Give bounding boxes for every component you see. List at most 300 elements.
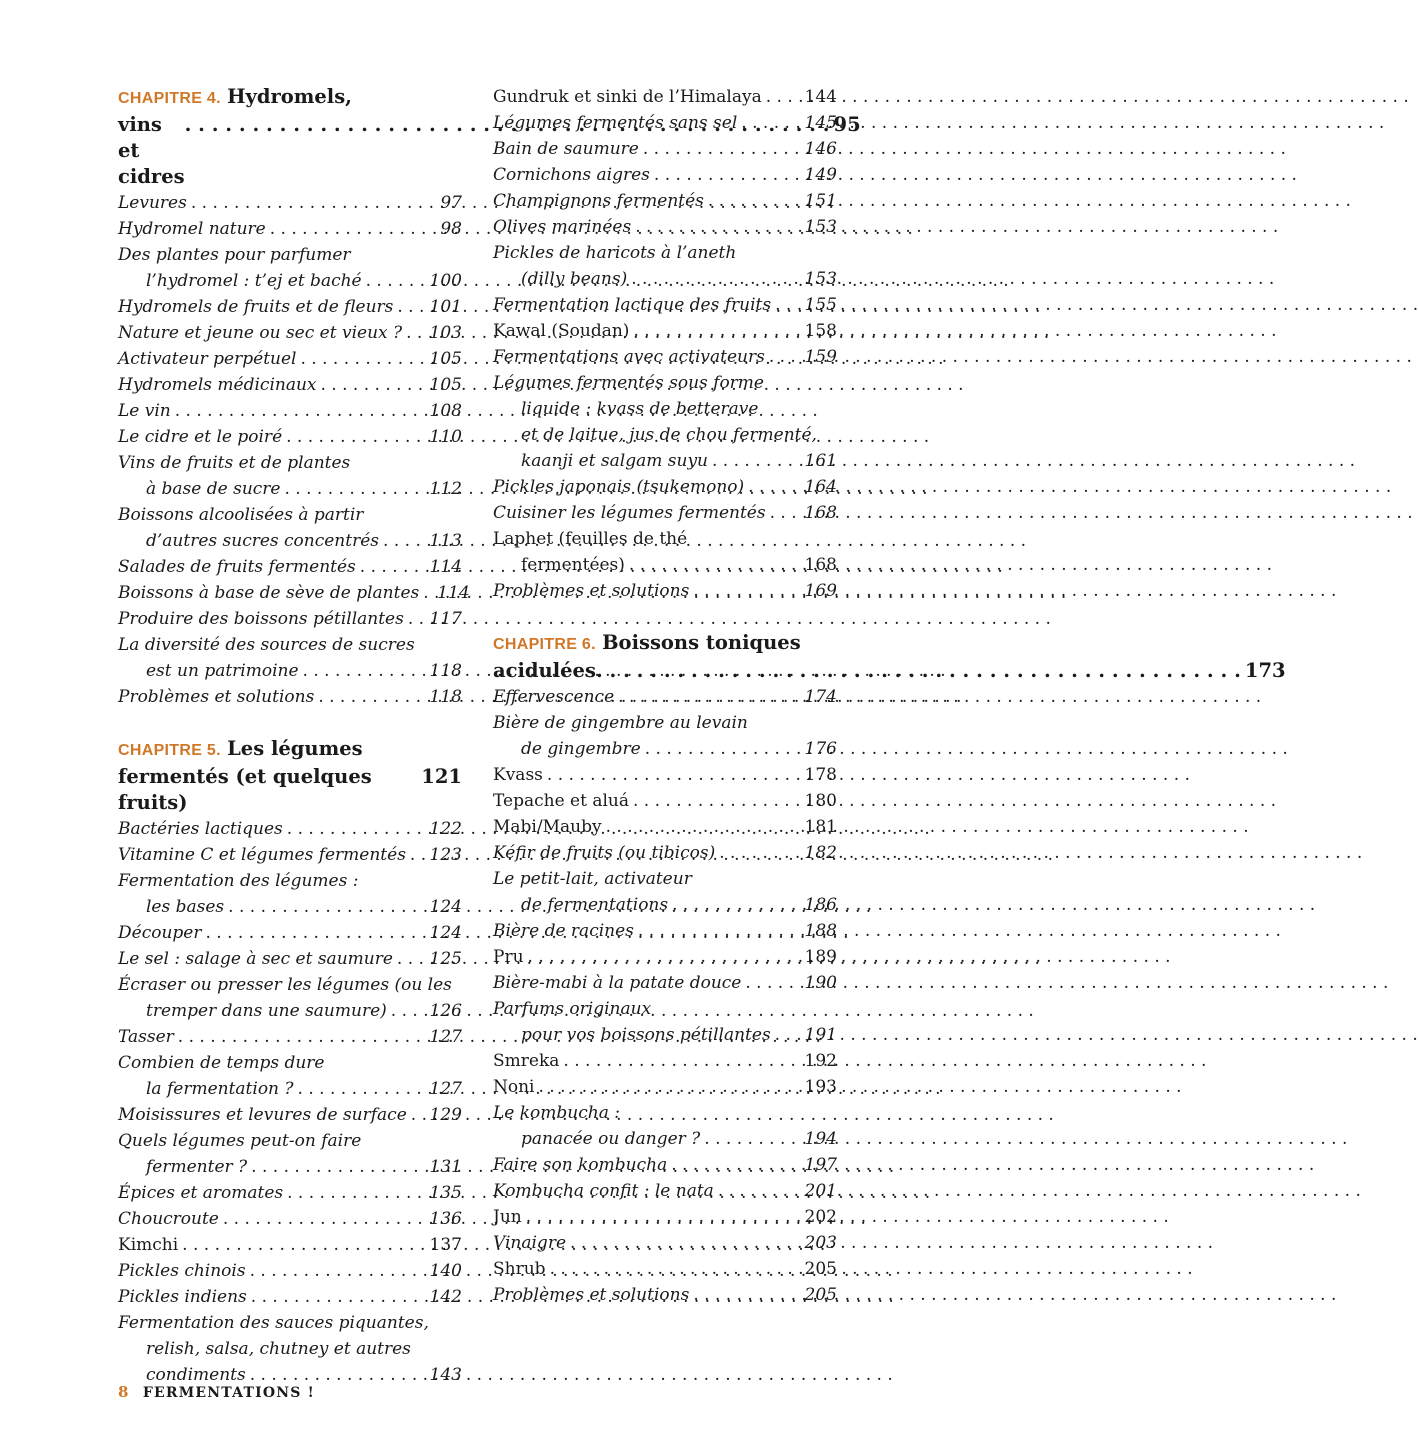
toc-entry-title: est un patrimoine — [146, 661, 299, 681]
toc-entry — [493, 996, 837, 1048]
toc-entry-line — [118, 476, 462, 502]
toc-entry — [493, 84, 837, 110]
toc-entry-line — [493, 918, 837, 944]
toc-entry — [493, 1152, 837, 1178]
toc-entry — [118, 372, 462, 398]
toc-page-number: 110 — [429, 427, 462, 447]
toc-entry — [493, 1048, 837, 1074]
toc-entry-line — [493, 1282, 837, 1308]
toc-entry-line — [493, 396, 837, 422]
toc-entry — [118, 1232, 462, 1258]
toc-page-number: 146 — [804, 139, 837, 159]
toc-entry-line — [118, 320, 462, 346]
dot-leader — [596, 658, 1241, 684]
toc-entry-line — [493, 500, 837, 526]
toc-entry — [118, 424, 462, 450]
chapter-heading-line — [493, 630, 837, 658]
toc-entry — [118, 1102, 462, 1128]
toc-entry-title: Découper — [118, 923, 202, 943]
running-title: FERMENTATIONS ! — [142, 1385, 315, 1401]
toc-entry-line — [493, 762, 837, 788]
toc-entry-title: Tepache et aluá — [493, 791, 629, 811]
dot-leader — [393, 946, 426, 972]
toc-entry-line — [118, 1050, 462, 1076]
toc-entry-line — [118, 294, 462, 320]
toc-entry-title: Kimchi — [118, 1235, 179, 1255]
toc-entry-line — [118, 398, 462, 424]
toc-entry — [118, 502, 462, 554]
toc-entry — [493, 240, 837, 292]
toc-page-number: 168 — [804, 503, 837, 523]
toc-entry-title: condiments — [146, 1365, 246, 1385]
toc-entry-line — [118, 190, 462, 216]
toc-entry — [118, 1180, 462, 1206]
toc-page-number: 126 — [429, 1001, 462, 1021]
toc-entry-line — [118, 606, 462, 632]
toc-page-number: 103 — [429, 323, 462, 343]
toc-entry-line — [493, 188, 837, 214]
toc-page-number: 108 — [429, 401, 462, 421]
toc-entry-line — [118, 502, 462, 528]
toc-entry-line — [493, 944, 837, 970]
toc-entry — [493, 1178, 837, 1204]
toc-entry-line — [493, 866, 837, 892]
toc-entry — [493, 1074, 837, 1100]
toc-entry-line — [493, 1048, 837, 1074]
dot-leader — [178, 1232, 425, 1258]
toc-entry — [493, 814, 837, 840]
toc-entry-title: Shrub — [493, 1259, 546, 1279]
dot-leader — [700, 1126, 800, 1152]
toc-entry-line — [493, 526, 837, 552]
dot-leader — [393, 294, 425, 320]
toc-entry — [493, 1282, 837, 1308]
toc-page-number: 155 — [804, 295, 837, 315]
toc-entry — [493, 318, 837, 344]
toc-entry — [493, 292, 837, 318]
toc-entry-title: Bière-mabi à la patate douce — [493, 973, 742, 993]
toc-entry-title: Mabi/Mauby — [493, 817, 602, 837]
toc-entry — [493, 1256, 837, 1282]
toc-entry-line — [118, 816, 462, 842]
dot-leader — [741, 970, 800, 996]
toc-entry — [118, 632, 462, 684]
toc-entry-title: La diversité des sources de sucres — [118, 635, 415, 655]
toc-entry-title: Le petit-lait, activateur — [493, 869, 692, 889]
toc-entry-title: Pickles indiens — [118, 1287, 247, 1307]
dot-leader — [708, 448, 801, 474]
dot-leader — [219, 1206, 426, 1232]
toc-entry-title: Écraser ou presser les légumes (ou les — [118, 975, 452, 995]
toc-entry — [118, 216, 462, 242]
toc-entry-line — [493, 136, 837, 162]
toc-entry-title: panacée ou danger ? — [521, 1129, 701, 1149]
toc-entry-title: Laphet (feuilles de thé — [493, 529, 688, 549]
dot-leader — [546, 1256, 801, 1282]
toc-entry — [118, 450, 462, 502]
toc-entry-line — [118, 1024, 462, 1050]
toc-page-number: 189 — [804, 947, 837, 967]
toc-page-number: 144 — [804, 87, 837, 107]
page-footer — [118, 1383, 315, 1401]
toc-entry-line — [118, 946, 462, 972]
toc-entry-line — [493, 684, 837, 710]
dot-leader — [704, 188, 801, 214]
toc-entry-title: Bière de racines — [493, 921, 634, 941]
toc-page-number: 145 — [804, 113, 837, 133]
toc-page-number: 136 — [429, 1209, 462, 1229]
toc-entry-title: Bière de gingembre au levain — [493, 713, 748, 733]
dot-leader — [629, 318, 800, 344]
toc-entry-line — [493, 1152, 837, 1178]
toc-entry — [118, 346, 462, 372]
toc-entry — [118, 920, 462, 946]
dot-leader — [566, 1230, 801, 1256]
toc-entry — [118, 1128, 462, 1180]
toc-entry — [118, 972, 462, 1024]
dot-leader — [404, 606, 426, 632]
chapter-heading — [118, 736, 462, 816]
toc-entry-title: Jun — [493, 1207, 522, 1227]
dot-leader — [266, 216, 437, 242]
toc-entry-title: l’hydromel : t’ej et baché — [146, 271, 362, 291]
dot-leader — [299, 658, 426, 684]
toc-entry-line — [118, 528, 462, 554]
toc-entry-title: Le cidre et le poiré — [118, 427, 283, 447]
toc-entry — [118, 1258, 462, 1284]
toc-entry — [118, 320, 462, 346]
toc-page-number: 114 — [429, 557, 462, 577]
toc-page-number: 192 — [804, 1051, 837, 1071]
toc-page-number: 143 — [429, 1365, 462, 1385]
toc-entry — [493, 1204, 837, 1230]
dot-leader — [282, 424, 425, 450]
toc-entry-line — [118, 424, 462, 450]
toc-entry-line — [493, 1230, 837, 1256]
toc-entry — [493, 526, 837, 578]
dot-leader — [201, 920, 425, 946]
toc-entry-title: Gundruk et sinki de l’Himalaya — [493, 87, 762, 107]
toc-entry-title: Kéfir de fruits (ou tibicos) — [493, 843, 716, 863]
toc-entry-title: fermentées) — [521, 555, 625, 575]
chapter-title: acidulées — [493, 659, 596, 682]
dot-leader — [689, 578, 800, 604]
toc-entry-line — [118, 1206, 462, 1232]
toc-entry-title: la fermentation ? — [146, 1079, 294, 1099]
toc-entry — [493, 944, 837, 970]
toc-entry-line — [118, 998, 462, 1024]
toc-entry-line — [118, 1258, 462, 1284]
toc-entry-title: Le sel : salage à sec et saumure — [118, 949, 393, 969]
chapter-heading-line — [118, 736, 462, 764]
toc-entry-line — [118, 842, 462, 868]
toc-entry-title: Fermentation lactique des fruits — [493, 295, 772, 315]
toc-entry-title: tremper dans une saumure) — [146, 1001, 387, 1021]
toc-page-number: 113 — [429, 531, 462, 551]
toc-entry-line — [118, 372, 462, 398]
toc-page-number: 151 — [804, 191, 837, 211]
toc-entry — [118, 1024, 462, 1050]
toc-entry — [118, 1284, 462, 1310]
toc-entry-line — [493, 318, 837, 344]
toc-entry-title: de gingembre — [521, 739, 641, 759]
toc-entry-line — [118, 1284, 462, 1310]
toc-page-number: 127 — [429, 1079, 462, 1099]
chapter-heading-line — [493, 658, 1286, 684]
toc-page-number: 149 — [804, 165, 837, 185]
toc-entry — [493, 500, 837, 526]
toc-entry-line — [118, 346, 462, 372]
toc-entry-title: Pickles de haricots à l’aneth — [493, 243, 737, 263]
toc-entry — [493, 1100, 837, 1152]
toc-page-number: 168 — [804, 555, 837, 575]
toc-entry-title: Fermentation des légumes : — [118, 871, 359, 891]
toc-entry-line — [493, 266, 837, 292]
dot-leader — [247, 1154, 425, 1180]
toc-entry-title: Problèmes et solutions — [118, 687, 315, 707]
toc-page-number: 125 — [429, 949, 462, 969]
toc-entry-line — [118, 1154, 462, 1180]
chapter-page-number: 121 — [421, 765, 462, 788]
toc-entry-title: Le kombucha : — [493, 1103, 620, 1123]
toc-entry-title: Effervescence — [493, 687, 615, 707]
toc-entry-line — [118, 450, 462, 476]
toc-entry-line — [118, 1180, 462, 1206]
dot-leader — [631, 214, 800, 240]
toc-entry-line — [493, 448, 837, 474]
toc-entry-title: Fermentations avec activateurs — [493, 347, 765, 367]
toc-page-number: 97 — [440, 193, 462, 213]
dot-leader — [715, 840, 800, 866]
toc-entry-line — [493, 1204, 837, 1230]
dot-leader — [629, 788, 801, 814]
toc-entry-title: Nature et jeune ou sec et vieux ? — [118, 323, 403, 343]
toc-entry-title: Vinaigre — [493, 1233, 567, 1253]
toc-entry — [118, 1310, 462, 1388]
toc-entry-title: Hydromels de fruits et de fleurs — [118, 297, 394, 317]
toc-entry — [118, 606, 462, 632]
toc-entry-title: Tasser — [118, 1027, 174, 1047]
dot-leader — [356, 554, 426, 580]
toc-entry — [493, 840, 837, 866]
dot-leader — [524, 944, 801, 970]
toc-entry-line — [493, 788, 837, 814]
toc-page-number: 158 — [804, 321, 837, 341]
toc-entry-line — [493, 422, 837, 448]
toc-entry-title: et de laitue, jus de chou fermenté, — [521, 425, 817, 445]
toc-entry — [118, 190, 462, 216]
toc-entry — [118, 1206, 462, 1232]
toc-entry-title: Activateur perpétuel — [118, 349, 297, 369]
toc-entry-title: kaanji et salgam suyu — [521, 451, 708, 471]
dot-leader — [771, 292, 800, 318]
dot-leader — [280, 476, 425, 502]
toc-entry-line — [493, 292, 837, 318]
dot-leader — [522, 1204, 801, 1230]
toc-entry — [118, 868, 462, 920]
toc-entry — [493, 110, 837, 136]
toc-entry — [493, 1230, 837, 1256]
toc-page-number: 105 — [429, 375, 462, 395]
toc-entry-line — [118, 972, 462, 998]
toc-page-number: 124 — [429, 923, 462, 943]
dot-leader — [402, 320, 425, 346]
toc-entry-line — [118, 268, 462, 294]
toc-entry-title: Épices et aromates — [118, 1183, 284, 1203]
toc-page-number: 190 — [804, 973, 837, 993]
toc-entry-title: Boissons à base de sève de plantes — [118, 583, 420, 603]
toc-page-number: 176 — [804, 739, 837, 759]
toc-entry-title: Légumes fermentés sous forme — [493, 373, 764, 393]
toc-page-number: 205 — [804, 1285, 837, 1305]
toc-entry-title: Kombucha confit : le nata — [493, 1181, 714, 1201]
toc-entry-line — [118, 658, 462, 684]
toc-entry — [493, 344, 837, 370]
toc-page-number: 193 — [804, 1077, 837, 1097]
toc-entry-title: Cuisiner les légumes fermentés — [493, 503, 766, 523]
toc-entry-line — [493, 1074, 837, 1100]
toc-page-number: 186 — [804, 895, 837, 915]
toc-page-number: 178 — [804, 765, 837, 785]
chapter-label: CHAPITRE 4. — [118, 90, 221, 107]
toc-entry — [493, 788, 837, 814]
toc-page-number: 159 — [804, 347, 837, 367]
toc-entry — [118, 1050, 462, 1102]
chapter-title: vins et cidres — [118, 113, 185, 188]
toc-entry-line — [493, 892, 837, 918]
toc-entry-title: Hydromels médicinaux — [118, 375, 317, 395]
toc-entry-title: Champignons fermentés — [493, 191, 704, 211]
dot-leader — [283, 1180, 425, 1206]
page-number: 8 — [118, 1383, 129, 1401]
dot-leader — [627, 266, 800, 292]
toc-page-number: 164 — [804, 477, 837, 497]
toc-entry-title: liquide : kvass de betterave — [521, 399, 759, 419]
toc-entry — [493, 710, 837, 762]
chapter-title: Boissons toniques — [602, 631, 801, 654]
dot-leader — [407, 1102, 426, 1128]
toc-page-number: 118 — [429, 661, 462, 681]
toc-entry-line — [493, 1022, 837, 1048]
toc-entry-title: Parfums originaux — [493, 999, 652, 1019]
toc-entry-line — [118, 554, 462, 580]
dot-leader — [174, 1024, 426, 1050]
toc-entry — [493, 162, 837, 188]
toc-entry-line — [118, 1076, 462, 1102]
toc-entry-line — [118, 1336, 462, 1362]
chapter-heading — [493, 630, 1286, 684]
toc-entry — [118, 816, 462, 842]
toc-entry-line — [118, 868, 462, 894]
toc-entry-title: Vitamine C et légumes fermentés — [118, 845, 406, 865]
toc-entry-line — [493, 552, 837, 578]
toc-entry-line — [493, 370, 837, 396]
toc-page-number: 174 — [804, 687, 837, 707]
toc-entry-title: Moisissures et levures de surface — [118, 1105, 407, 1125]
dot-leader — [650, 162, 801, 188]
toc-page-number: 137 — [429, 1235, 462, 1255]
toc-entry — [118, 580, 470, 606]
toc-entry-line — [493, 710, 837, 736]
toc-entry-title: Problèmes et solutions — [493, 1285, 690, 1305]
toc-entry — [118, 684, 462, 710]
toc-page-number: 153 — [804, 269, 837, 289]
toc-entry — [493, 684, 837, 710]
toc-page-number: 112 — [429, 479, 462, 499]
toc-entry-line — [118, 684, 462, 710]
toc-entry-line — [118, 580, 470, 606]
chapter-page-number: 95 — [833, 113, 861, 136]
toc-entry-line — [493, 214, 837, 240]
dot-leader — [614, 684, 800, 710]
toc-page-number: 123 — [429, 845, 462, 865]
toc-page-number: 142 — [429, 1287, 462, 1307]
toc-entry-line — [493, 344, 837, 370]
toc-entry-title: Smreka — [493, 1051, 560, 1071]
toc-entry-title: Levures — [118, 193, 187, 213]
toc-entry-line — [118, 632, 462, 658]
toc-entry — [118, 294, 462, 320]
toc-entry-title: d’autres sucres concentrés — [146, 531, 380, 551]
toc-entry — [493, 370, 837, 474]
dot-leader — [379, 528, 426, 554]
toc-entry — [118, 398, 462, 424]
toc-entry-title: Fermentation des sauces piquantes, — [118, 1313, 429, 1333]
toc-entry — [118, 242, 462, 294]
toc-page-number: 205 — [804, 1259, 837, 1279]
dot-leader — [543, 762, 801, 788]
toc-page-number: 182 — [804, 843, 837, 863]
toc-entry-title: Des plantes pour parfumer — [118, 245, 351, 265]
dot-leader — [362, 268, 426, 294]
toc-page-number: 117 — [429, 609, 462, 629]
toc-entry-title: Cornichons aigres — [493, 165, 650, 185]
toc-entry-title: Noni — [493, 1077, 535, 1097]
toc-page-number: 118 — [429, 687, 462, 707]
toc-entry — [118, 946, 462, 972]
dot-leader — [387, 998, 426, 1024]
toc-entry-title: Olives marinées — [493, 217, 632, 237]
toc-entry-line — [493, 814, 837, 840]
dot-leader — [535, 1074, 801, 1100]
dot-leader — [187, 190, 437, 216]
toc-entry — [493, 474, 837, 500]
chapter-title: Les légumes — [227, 737, 363, 760]
toc-page-number: 131 — [429, 1157, 462, 1177]
dot-leader — [419, 580, 433, 606]
dot-leader — [762, 84, 801, 110]
toc-entry-line — [118, 1232, 462, 1258]
toc-entry-title: Pickles japonais (tsukemono) — [493, 477, 745, 497]
toc-entry-title: (dilly beans) — [521, 269, 628, 289]
toc-entry-title: Combien de temps dure — [118, 1053, 325, 1073]
toc-entry-title: Faire son kombucha — [493, 1155, 668, 1175]
toc-entry-title: relish, salsa, chutney et autres — [146, 1339, 411, 1359]
toc-entry-line — [118, 894, 462, 920]
dot-leader — [283, 816, 426, 842]
toc-page-number: 114 — [437, 583, 470, 603]
toc-entry-line — [493, 84, 837, 110]
dot-leader — [296, 346, 425, 372]
toc-entry-title: les bases — [146, 897, 225, 917]
toc-entry — [493, 918, 837, 944]
toc-entry-line — [118, 1310, 462, 1336]
toc-entry — [118, 842, 462, 868]
toc-entry-line — [118, 216, 462, 242]
toc-entry-title: Vins de fruits et de plantes — [118, 453, 351, 473]
toc-entry-line — [493, 1100, 837, 1126]
chapter-heading-line — [118, 764, 462, 816]
